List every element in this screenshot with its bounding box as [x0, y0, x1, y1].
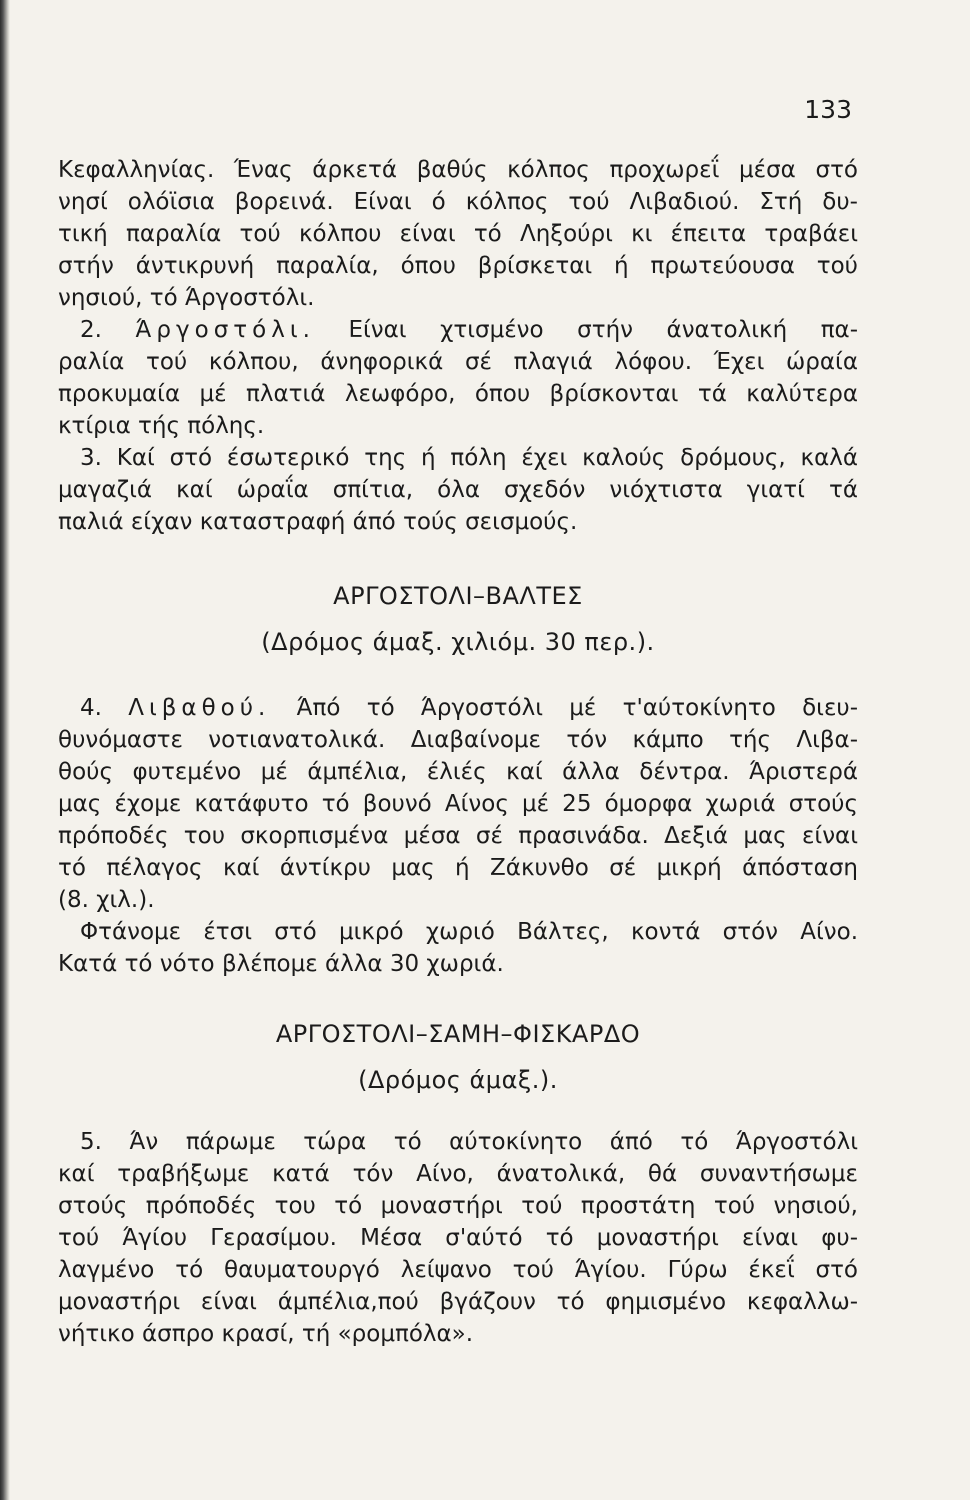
text-line	[58, 314, 858, 346]
text-line: νήτικο άσπρο κρασί, τή «ρομπόλα».	[58, 1321, 474, 1347]
text-line: προκυμαία μέ πλατιά λεωφόρο, όπου βρίσκονται τά καλύτερα	[58, 381, 858, 407]
text-line: στήν άντικρυνή παραλία, όπου βρίσκεται ή πρωτεύουσα τού	[58, 253, 858, 279]
text-line: νησιού, τό Άργοστόλι.	[58, 285, 315, 311]
text-line: τό πέλαγος καί άντίκρυ μας ή Ζάκυνθο σέ μικρή άπόσταση	[58, 855, 858, 881]
text-line: Κατά τό νότο βλέπομε άλλα 30 χωριά.	[58, 951, 504, 977]
paragraph-4	[58, 692, 858, 980]
text-line: Κεφαλληνίας. Ένας άρκετά βαθύς κόλπος προχωρεΐ μέσα στό	[58, 157, 858, 183]
text-line: θούς φυτεμένο μέ άμπέλια, έλιές καί άλλα δέντρα. Άριστερά	[58, 759, 858, 785]
text-line: κτίρια τής πόλης.	[58, 413, 265, 439]
text-line: μαγαζιά καί ώραΐα σπίτια, όλα σχεδόν νιόχτιστα γιατί τά	[58, 477, 858, 503]
text-fragment: Είναι χτισμένο στήν άνατολική πα-	[348, 317, 858, 343]
page-number: 133	[804, 95, 852, 124]
paragraph-1	[58, 154, 858, 314]
text-line: καί τραβήξωμε κατά τόν Αίνο, άνατολικά, θά συναντήσωμε	[58, 1161, 858, 1187]
text-line: μοναστήρι είναι άμπέλια,πού βγάζουν τό φημισμένο κεφαλλω-	[58, 1289, 858, 1315]
text-line: Φτάνομε έτσι στό μικρό χωριό Βάλτες, κοντά στόν Αίνο.	[80, 919, 858, 945]
text-line: τική παραλία τού κόλπου είναι τό Ληξούρι κι έπειτα τραβάει	[58, 221, 858, 247]
text-line: στούς πρόποδές του τό μοναστήρι τού προστάτη τού νησιού,	[58, 1193, 858, 1219]
text-line: ραλία τού κόλπου, άνηφορικά σέ πλαγιά λόφου. Έχει ώραία	[58, 349, 858, 375]
paragraph-2	[58, 314, 858, 442]
text-line: νησί ολόϊσια βορεινά. Είναι ό κόλπος τού Λιβαδιού. Στή δυ-	[58, 189, 858, 215]
section-title: Λιβαθού.	[128, 695, 271, 721]
page-binding-edge	[0, 0, 10, 1500]
section-heading: ΑΡΓΟΣΤΟΛΙ–ΣΑΜΗ–ΦΙΣΚΑΡΔΟ	[275, 1020, 641, 1048]
text-line: τού Άγίου Γερασίμου. Μέσα σ'αύτό τό μοναστήρι είναι φυ-	[58, 1225, 858, 1251]
text-line: πρόποδές του σκορπισμένα μέσα σέ πρασινάδα. Δεξιά μας είναι	[58, 823, 858, 849]
section-heading: ΑΡΓΟΣΤΟΛΙ–ΒΑΛΤΕΣ	[333, 582, 583, 610]
text-line: λαγμένο τό θαυματουργό λείψανο τού Άγίου. Γύρω έκεΐ στό	[58, 1257, 858, 1283]
text-line: 3. Καί στό έσωτερικό της ή πόλη έχει καλούς δρόμους, καλά	[80, 445, 858, 471]
paragraph-5	[58, 1126, 858, 1350]
text-line	[58, 692, 858, 724]
text-fragment: Άπό τό Άργοστόλι μέ τ'αύτοκίνητο διευ-	[296, 695, 858, 721]
text-line: μας έχομε κατάφυτο τό βουνό Αίνος μέ 25 όμορφα χωριά στούς	[58, 791, 858, 817]
paragraph-number: 2.	[80, 317, 102, 343]
section-subheading: (Δρόμος άμαξ. χιλιόμ. 30 περ.).	[261, 628, 655, 656]
text-line: παλιά είχαν καταστραφή άπό τούς σεισμούς.	[58, 509, 578, 535]
paragraph-number: 4.	[80, 695, 102, 721]
text-line: (8. χιλ.).	[58, 887, 155, 913]
section-title: Άργοστόλι.	[135, 317, 315, 343]
text-line: θυνόμαστε νοτιανατολικά. Διαβαίνομε τόν κάμπο τής Λιβα-	[58, 727, 858, 753]
paragraph-3	[58, 442, 858, 538]
text-line: 5. Άν πάρωμε τώρα τό αύτοκίνητο άπό τό Άργοστόλι	[80, 1129, 858, 1155]
section-subheading: (Δρόμος άμαξ.).	[358, 1066, 558, 1094]
